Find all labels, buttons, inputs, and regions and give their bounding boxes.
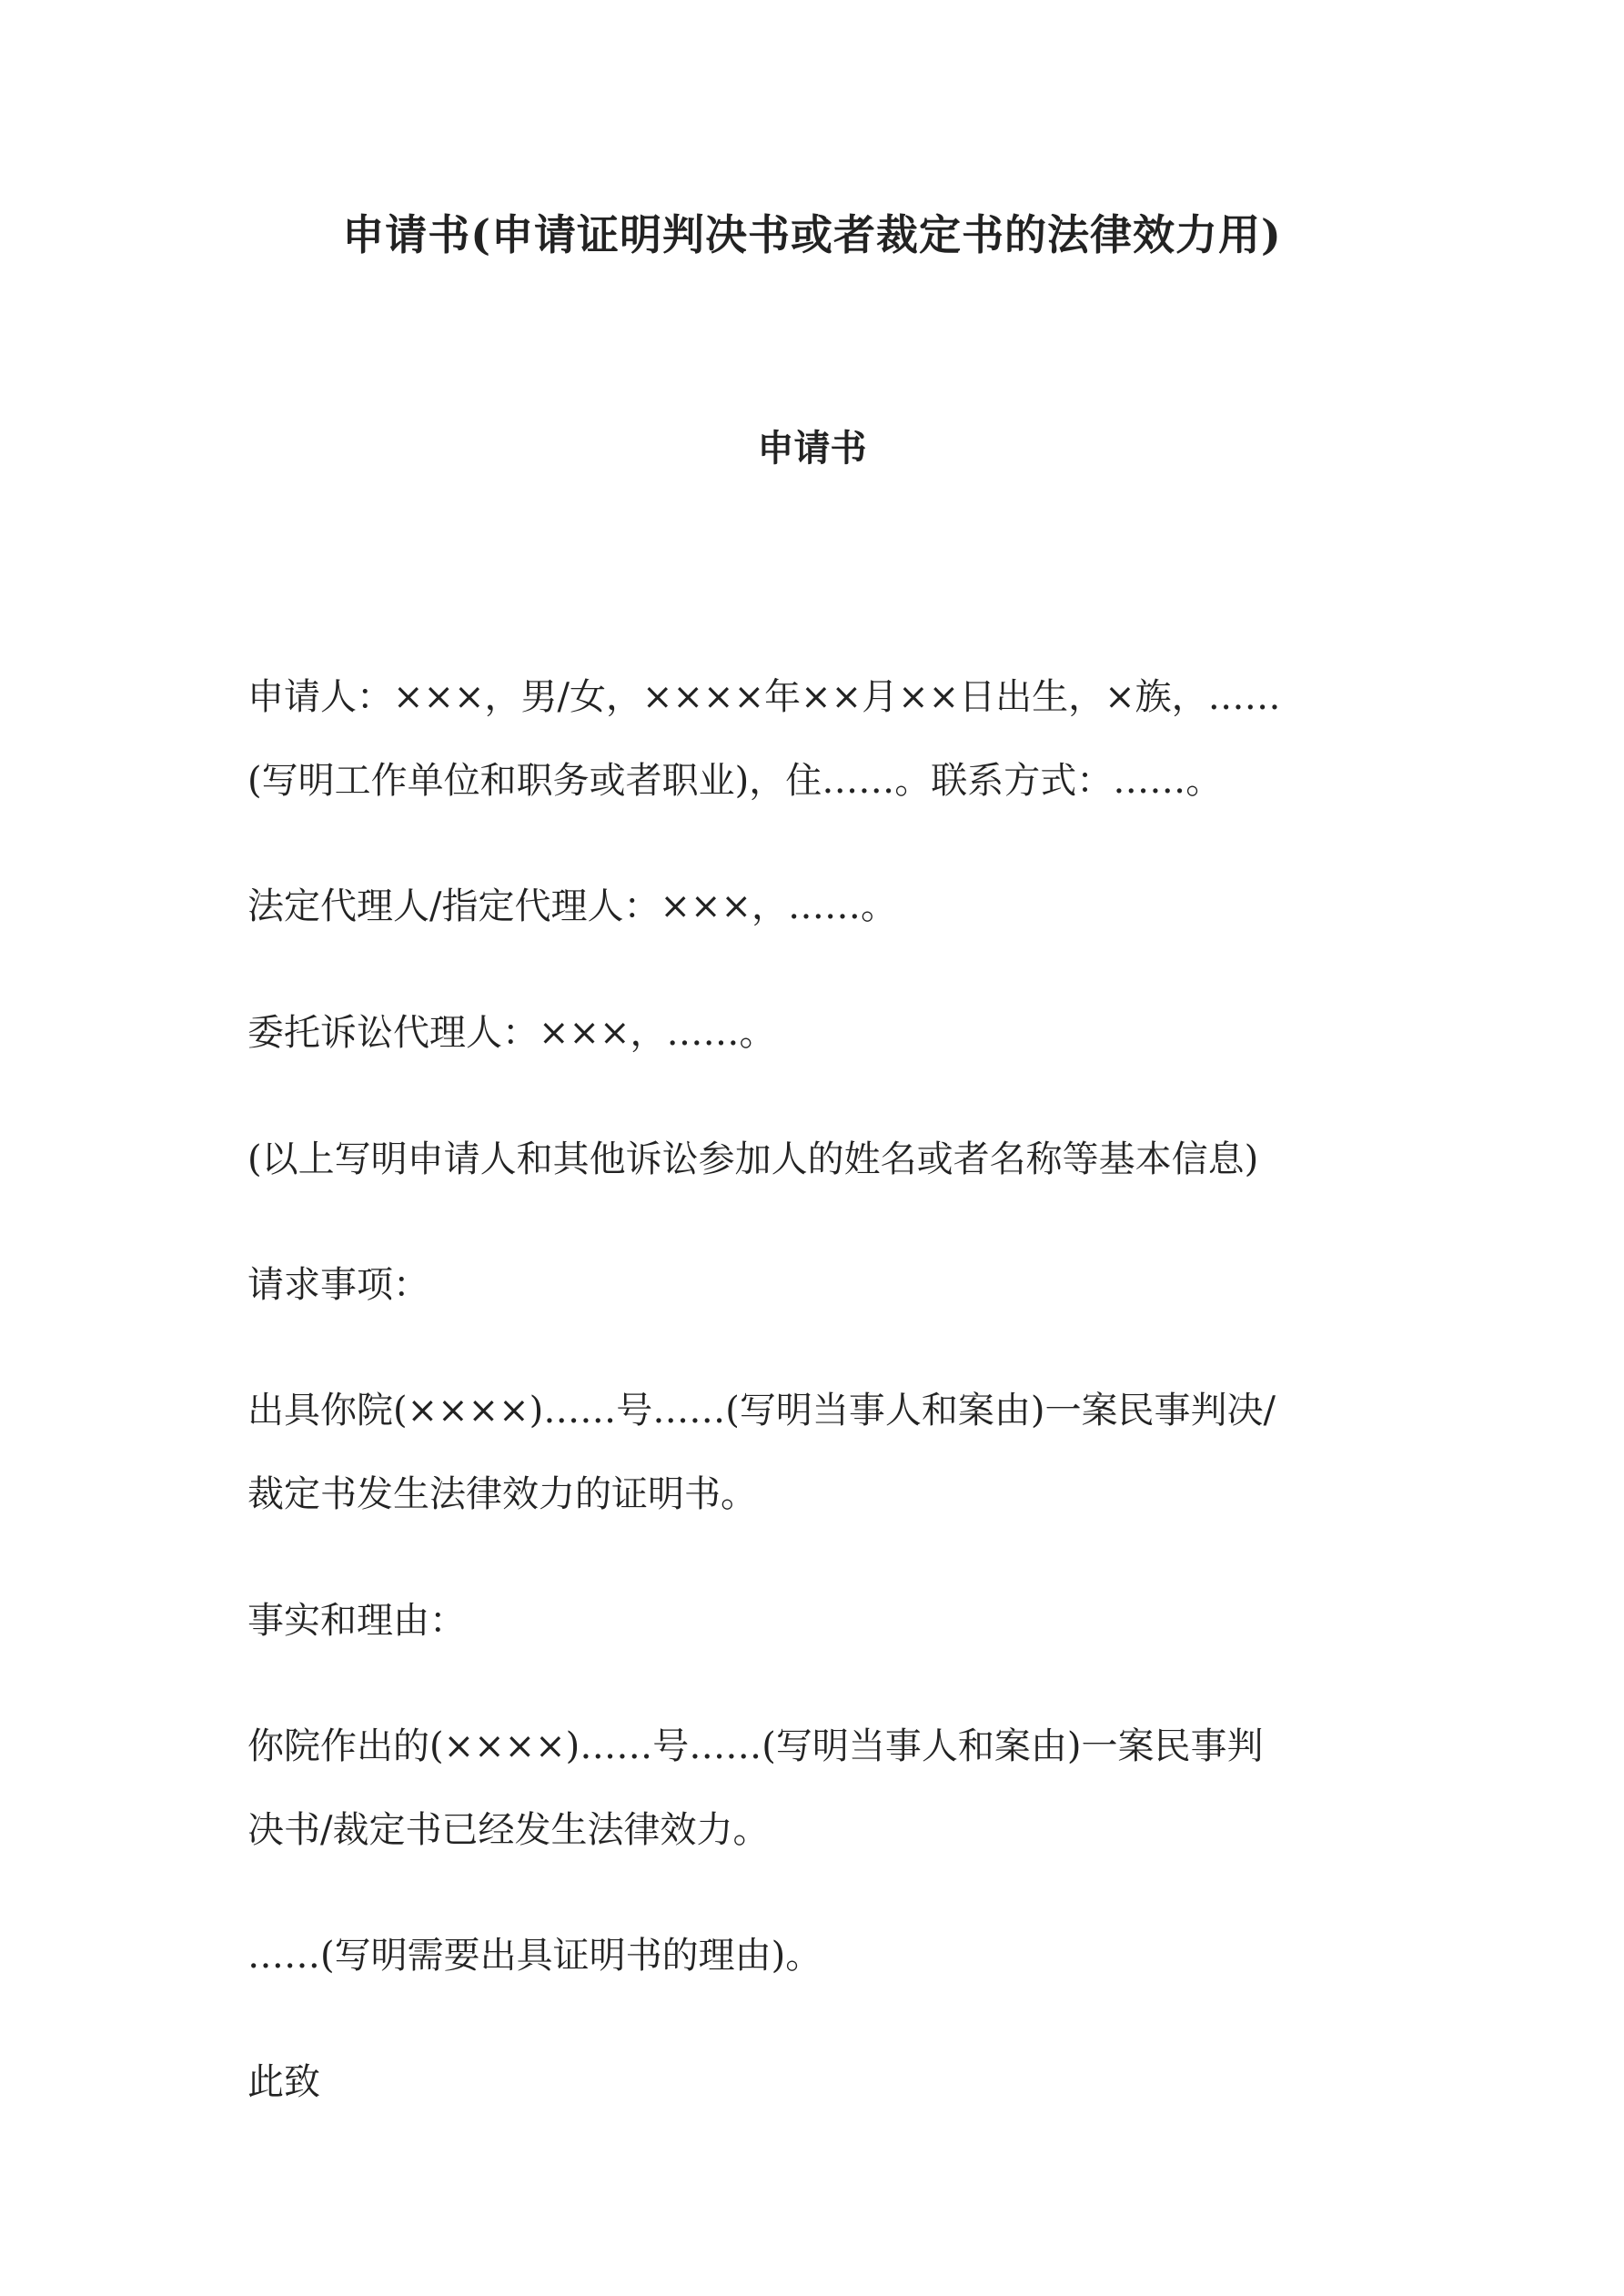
reason-line: ……(写明需要出具证明书的理由)。 bbox=[247, 1935, 822, 1977]
document-subtitle: 申请书 bbox=[757, 427, 867, 470]
document-title: 申请书(申请证明判决书或者裁定书的法律效力用) bbox=[342, 210, 1282, 259]
applicant-line-1: 申请人：×××，男/女，××××年××月××日出生，×族，…… bbox=[247, 676, 1281, 718]
applicant-line-2: (写明工作单位和职务或者职业)，住……。联系方式：……。 bbox=[247, 760, 1223, 802]
facts-reasons-line-1: 你院作出的(××××)……号……(写明当事人和案由)一案民事判 bbox=[247, 1725, 1264, 1767]
legal-representative-line: 法定代理人/指定代理人：×××，……。 bbox=[247, 885, 898, 927]
request-items-line-1: 出具你院(××××)……号……(写明当事人和案由)一案民事判决/ bbox=[247, 1390, 1276, 1431]
facts-reasons-line-2: 决书/裁定书已经发生法律效力。 bbox=[247, 1809, 770, 1851]
salutation-line: 此致 bbox=[247, 2061, 320, 2103]
entrusted-agent-line: 委托诉讼代理人：×××，……。 bbox=[247, 1012, 776, 1054]
request-items-line-2: 裁定书发生法律效力的证明书。 bbox=[247, 1473, 757, 1515]
basic-info-note: (以上写明申请人和其他诉讼参加人的姓名或者名称等基本信息) bbox=[247, 1138, 1259, 1180]
request-items-heading: 请求事项： bbox=[247, 1264, 429, 1306]
facts-reasons-heading: 事实和理由： bbox=[247, 1600, 466, 1642]
